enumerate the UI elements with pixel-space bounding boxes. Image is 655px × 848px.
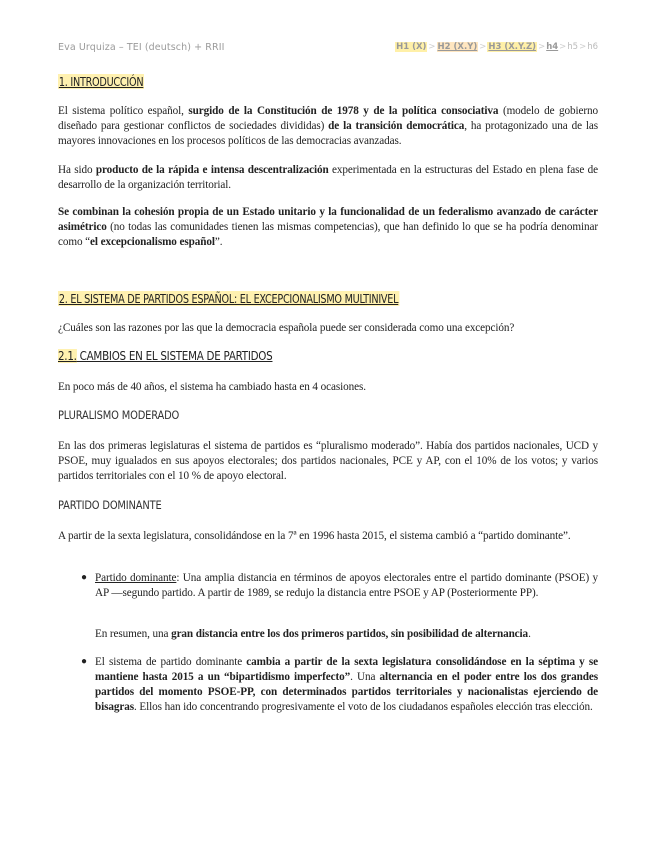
- bullet-summary: En resumen, una gran distancia entre los dos primeros partidos, sin posibilidad de alternancia.: [95, 628, 531, 640]
- section-2-1-intro: En poco más de 40 años, el sistema ha cambiado hasta en 4 ocasiones.: [58, 381, 366, 393]
- section-2-heading: 2. EL SISTEMA DE PARTIDOS ESPAÑOL: EL EXCEPCIONALISMO MULTINIVEL: [58, 291, 399, 306]
- legend-h1: H1 (X): [396, 42, 427, 52]
- bullet-marker: ●: [81, 656, 88, 667]
- legend-h5: h5: [567, 42, 579, 52]
- section-2-1-heading: 2.1. CAMBIOS EN EL SISTEMA DE PARTIDOS: [58, 349, 273, 363]
- section-1-heading: 1. INTRODUCCIÓN: [58, 74, 144, 89]
- pluralismo-heading: PLURALISMO MODERADO: [58, 408, 180, 422]
- pluralismo-paragraph: En las dos primeras legislaturas el sistema de partidos es “pluralismo moderado”. Había dos partidos nacionales, UCD y PSOE, muy igualados en sus apoyos electorales; dos partidos nacionales, PCE y AP, con el 10% de los votos; y varios partidos territoriales con el 10 % de apoyo electoral.: [58, 440, 598, 482]
- legend-h4: h4: [546, 42, 559, 52]
- legend-h2: H2 (X.Y): [437, 42, 478, 52]
- intro-paragraph-3: Se combinan la cohesión propia de un Estado unitario y la funcionalidad de un federalismo avanzado de carácter asimétrico (no todas las comunidades tienen las mismas competencias), que han definido lo que se ha podría denominar como “el excepcionalismo español”.: [58, 206, 598, 248]
- dominante-heading: PARTIDO DOMINANTE: [58, 498, 162, 512]
- intro-paragraph-1: El sistema político español, surgido de la Constitución de 1978 y de la política consociativa (modelo de gobierno diseñado para gestionar conflictos de sociedades divididas) de la transición democrática, ha protagonizado una de las mayores innovaciones en los procesos políticos de las democracias avanzadas.: [58, 105, 598, 147]
- legend-h6: h6: [587, 42, 598, 52]
- intro-paragraph-2: Ha sido producto de la rápida e intensa descentralización experimentada en la estructuras del Estado en plena fase de desarrollo de la organización territorial.: [58, 164, 598, 191]
- legend-h3: H3 (X.Y.Z): [488, 42, 537, 52]
- bullet-marker: ●: [81, 572, 88, 583]
- bullet-partido-dominante: Partido dominante: Una amplia distancia en términos de apoyos electorales entre el partido dominante (PSOE) y AP —segundo partido. A partir de 1989, se redujo la distancia entre PSOE y AP (Posteriormente PP).: [95, 572, 599, 599]
- bullet-bipartidismo: El sistema de partido dominante cambia a partir de la sexta legislatura consolidándose en la séptima y se mantiene hasta 2015 a un “bipartidismo imperfecto”. Una alternancia en el poder entre los dos grandes partidos del momento PSOE-PP, con determinados partidos territoriales y nacionalistas ejerciendo de bisagras. Ellos han ido concentrando progresivamente el voto de los ciudadanos españoles elección tras elección.: [95, 656, 598, 713]
- dominante-paragraph: A partir de la sexta legislatura, consolidándose en la 7ª en 1996 hasta 2015, el sistema cambió a “partido dominante”.: [58, 530, 571, 542]
- document-header-title: Eva Urquiza – TEI (deutsch) + RRII: [58, 42, 225, 53]
- heading-level-legend: H1 (X) > H2 (X.Y) > H3 (X.Y.Z) >h4>h5>h6: [396, 42, 598, 52]
- section-2-question: ¿Cuáles son las razones por las que la democracia española puede ser considerada como una excepción?: [58, 322, 515, 334]
